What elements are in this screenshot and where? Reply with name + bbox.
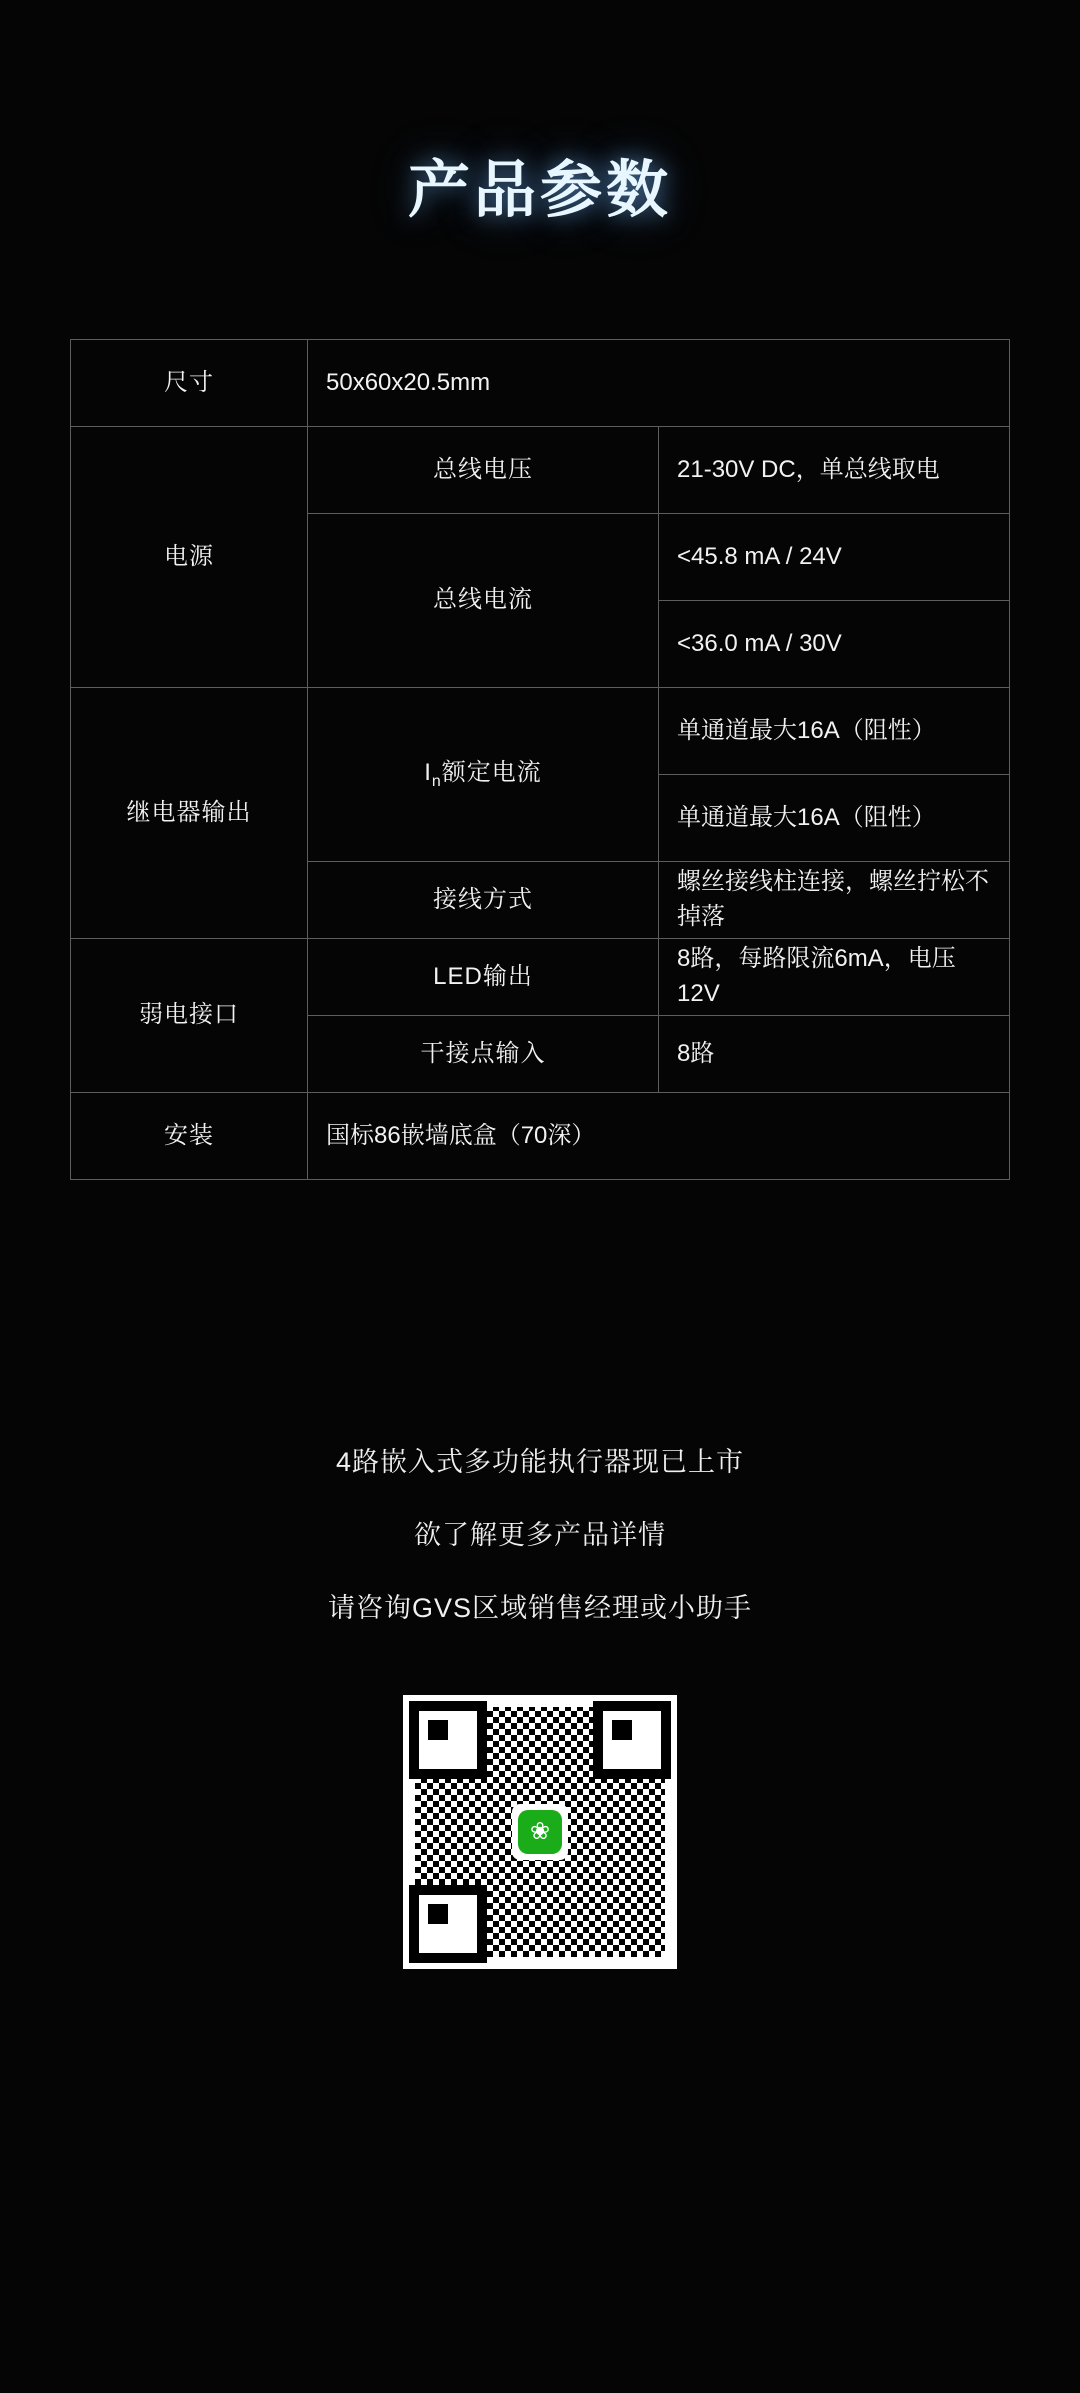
spec-category-installation: 安装 bbox=[71, 1093, 308, 1180]
table-row bbox=[71, 688, 1010, 775]
spec-value-rated-current-2: 单通道最大16A（阻性） bbox=[659, 775, 1010, 862]
spec-category-low-voltage: 弱电接口 bbox=[71, 939, 308, 1093]
spec-value-rated-current-1: 单通道最大16A（阻性） bbox=[659, 688, 1010, 775]
spec-subitem-wiring: 接线方式 bbox=[308, 862, 659, 939]
spec-value-bus-current-24v: <45.8 mA / 24V bbox=[659, 514, 1010, 601]
qr-center-logo bbox=[512, 1804, 568, 1860]
spec-value-bus-current-30v: <36.0 mA / 30V bbox=[659, 601, 1010, 688]
rated-current-symbol: $I_n$ bbox=[424, 759, 442, 790]
qr-finder-top-left-icon bbox=[409, 1701, 487, 1779]
page-title: 产品参数 bbox=[407, 156, 672, 225]
footer-line-3: 请咨询GVS区域销售经理或小助手 bbox=[327, 1593, 753, 1623]
spec-subitem-led-output: LED输出 bbox=[308, 939, 659, 1016]
spec-category-power: 电源 bbox=[71, 427, 308, 688]
footer-line-1: 4路嵌入式多功能执行器现已上市 bbox=[335, 1447, 744, 1477]
spec-value-size: 50x60x20.5mm bbox=[308, 340, 1010, 427]
spec-value-wiring: 螺丝接线柱连接，螺丝拧松不掉落 bbox=[659, 862, 1010, 939]
footer-line-2: 欲了解更多产品详情 bbox=[414, 1520, 666, 1550]
footer-messages bbox=[0, 1440, 1080, 1625]
spec-subitem-dry-contact: 干接点输入 bbox=[308, 1016, 659, 1093]
qr-finder-bottom-left-icon bbox=[409, 1885, 487, 1963]
wechat-icon: ❀ bbox=[518, 1810, 562, 1854]
qr-code-area bbox=[0, 1695, 1080, 1969]
spec-subitem-bus-current: 总线电流 bbox=[308, 514, 659, 688]
spec-category-relay-output: 继电器输出 bbox=[71, 688, 308, 939]
spec-value-bus-voltage: 21-30V DC，单总线取电 bbox=[659, 427, 1010, 514]
table-row bbox=[71, 1093, 1010, 1180]
wechat-qr-code[interactable] bbox=[403, 1695, 677, 1969]
spec-value-led-output: 8路，每路限流6mA，电压12V bbox=[659, 939, 1010, 1016]
spec-subitem-rated-current: $I_n$额定电流 bbox=[308, 688, 659, 862]
spec-value-installation: 国标86嵌墙底盒（70深） bbox=[308, 1093, 1010, 1180]
qr-finder-top-right-icon bbox=[593, 1701, 671, 1779]
table-row bbox=[71, 427, 1010, 514]
spec-table-container bbox=[70, 339, 1010, 1180]
spec-category-size: 尺寸 bbox=[71, 340, 308, 427]
spec-value-dry-contact: 8路 bbox=[659, 1016, 1010, 1093]
table-row bbox=[71, 340, 1010, 427]
spec-table bbox=[70, 339, 1010, 1180]
table-row bbox=[71, 939, 1010, 1016]
spec-subitem-bus-voltage: 总线电压 bbox=[308, 427, 659, 514]
